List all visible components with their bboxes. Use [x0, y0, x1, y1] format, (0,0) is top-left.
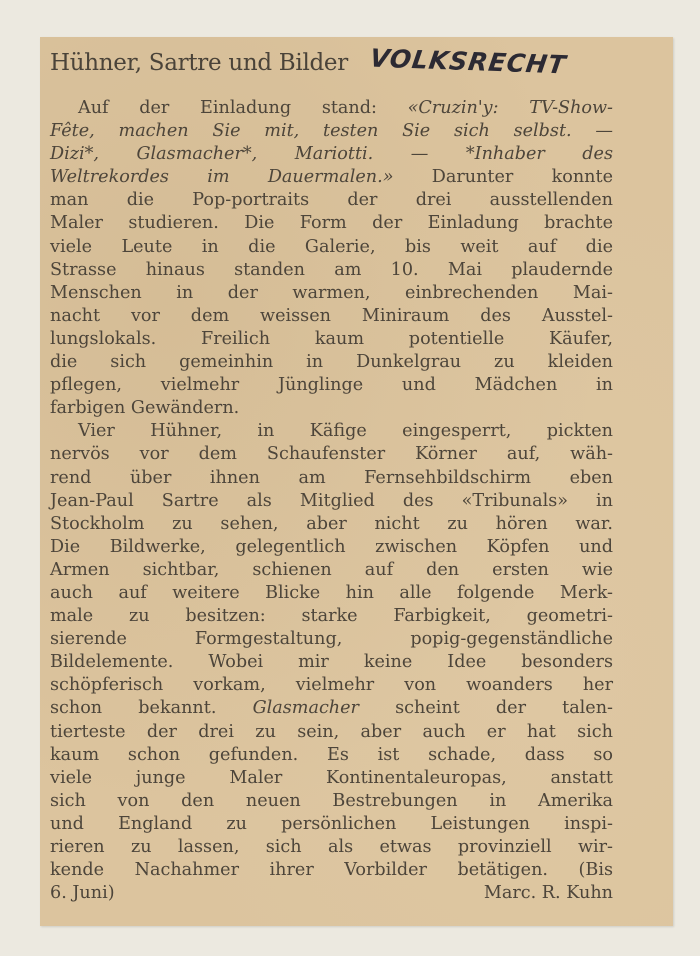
italic-text: Fête, machen Sie mit, testen Sie sich selbst. — [50, 121, 613, 142]
article-line [50, 305, 613, 328]
closing-text: 6. Juni) [50, 883, 115, 904]
italic-text: Weltrekordes im Dauermalen.» [50, 167, 394, 188]
header [50, 43, 569, 80]
article-line [50, 143, 613, 166]
text: pflegen, vielmehr Jünglinge und Mädchen in [50, 375, 613, 396]
article-line [50, 374, 613, 397]
text: kaum schon gefunden. Es ist schade, dass so [50, 744, 613, 765]
text: sich von den neuen Bestrebungen in Amerika [50, 790, 613, 811]
text: auch auf weitere Blicke hin alle folgende Merk- [50, 582, 613, 603]
signature-row [50, 882, 613, 905]
article-line [50, 490, 613, 513]
text: Armen sichtbar, schienen auf den ersten wie [50, 559, 613, 580]
text: und England zu persönlichen Leistungen inspi- [50, 813, 613, 834]
text: rend über ihnen am Fernsehbildschirm eben [50, 467, 613, 488]
article-line [50, 790, 613, 813]
article-line [50, 328, 613, 351]
text: Jean-Paul Sartre als Mitglied des «Tribunals» in [50, 490, 613, 511]
italic-text: Dizi*, Glasmacher*, Mariotti. — *Inhaber des [50, 144, 613, 165]
text: lungslokals. Freilich kaum potentielle Käufer, [50, 328, 613, 349]
article-line [50, 536, 613, 559]
text: male zu besitzen: starke Farbigkeit, geometri- [50, 606, 613, 627]
article-line [50, 120, 613, 143]
article-line [50, 628, 613, 651]
article-line [50, 721, 613, 744]
text: schon bekannt. [50, 698, 253, 719]
text: nacht vor dem weissen Miniraum des Ausstel- [50, 305, 613, 326]
text: rieren zu lassen, sich als etwas provinziell wir- [50, 837, 613, 857]
text: viele junge Maler Kontinentaleuropas, anstatt [50, 767, 613, 788]
text: man die Pop-portraits der drei ausstellenden [50, 190, 613, 211]
article-line [50, 420, 613, 443]
text: Auf der Einladung stand: [78, 98, 408, 118]
article-line [50, 467, 613, 490]
text: schöpferisch vorkam, vielmehr von woanders her [50, 675, 613, 696]
article-line [50, 559, 613, 582]
article-line [50, 212, 613, 235]
text: kende Nachahmer ihrer Vorbilder betätigen. (Bis [50, 860, 613, 881]
headline: Hühner, Sartre und Bilder [50, 50, 348, 76]
text: scheint der talen- [358, 698, 613, 719]
article-body [50, 97, 613, 905]
article-line [50, 674, 613, 697]
text: Menschen in der warmen, einbrechenden Mai- [50, 282, 613, 303]
text: die sich gemeinhin in Dunkelgrau zu kleiden [50, 352, 613, 373]
author-byline: Marc. R. Kuhn [483, 883, 613, 904]
article-line [50, 397, 613, 420]
article-line [50, 351, 613, 374]
article-line [50, 859, 613, 882]
text: Bildelemente. Wobei mir keine Idee besonders [50, 652, 613, 673]
article-line [50, 97, 613, 120]
text: Die Bildwerke, gelegentlich zwischen Köpfen und [50, 536, 613, 557]
article-line [50, 166, 613, 189]
article-line [50, 744, 613, 767]
text: Strasse hinaus standen am 10. Mai plaudernde [50, 259, 613, 280]
article-line [50, 236, 613, 259]
text: Maler studieren. Die Form der Einladung brachte [50, 213, 613, 234]
text: Darunter konnte [393, 167, 613, 188]
newspaper-clipping [40, 37, 673, 926]
article-line [50, 259, 613, 282]
article-line [50, 697, 613, 720]
article-line [50, 282, 613, 305]
italic-text: «Cruzin'y: TV-Show- [407, 98, 614, 118]
article-line [50, 651, 613, 674]
text: tierteste der drei zu sein, aber auch er hat sich [50, 721, 613, 742]
article-line [50, 582, 613, 605]
text: Vier Hühner, in Käfige eingesperrt, pickten [78, 421, 613, 442]
article-line [50, 836, 613, 859]
text: nervös vor dem Schaufenster Körner auf, wäh- [50, 444, 613, 465]
article-line [50, 513, 613, 536]
italic-text: Glasmacher [252, 698, 359, 719]
text: Stockholm zu sehen, aber nicht zu hören war. [50, 513, 613, 534]
text: sierende Formgestaltung, popig-gegenständliche [50, 629, 613, 650]
article-line [50, 605, 613, 628]
article-line [50, 443, 613, 466]
text: viele Leute in die Galerie, bis weit auf die [50, 236, 613, 257]
text: farbigen Gewändern. [50, 398, 240, 419]
handwritten-source-note: VOLKSRECHT [367, 43, 569, 80]
article-line [50, 813, 613, 836]
article-line [50, 767, 613, 790]
article-line [50, 189, 613, 212]
